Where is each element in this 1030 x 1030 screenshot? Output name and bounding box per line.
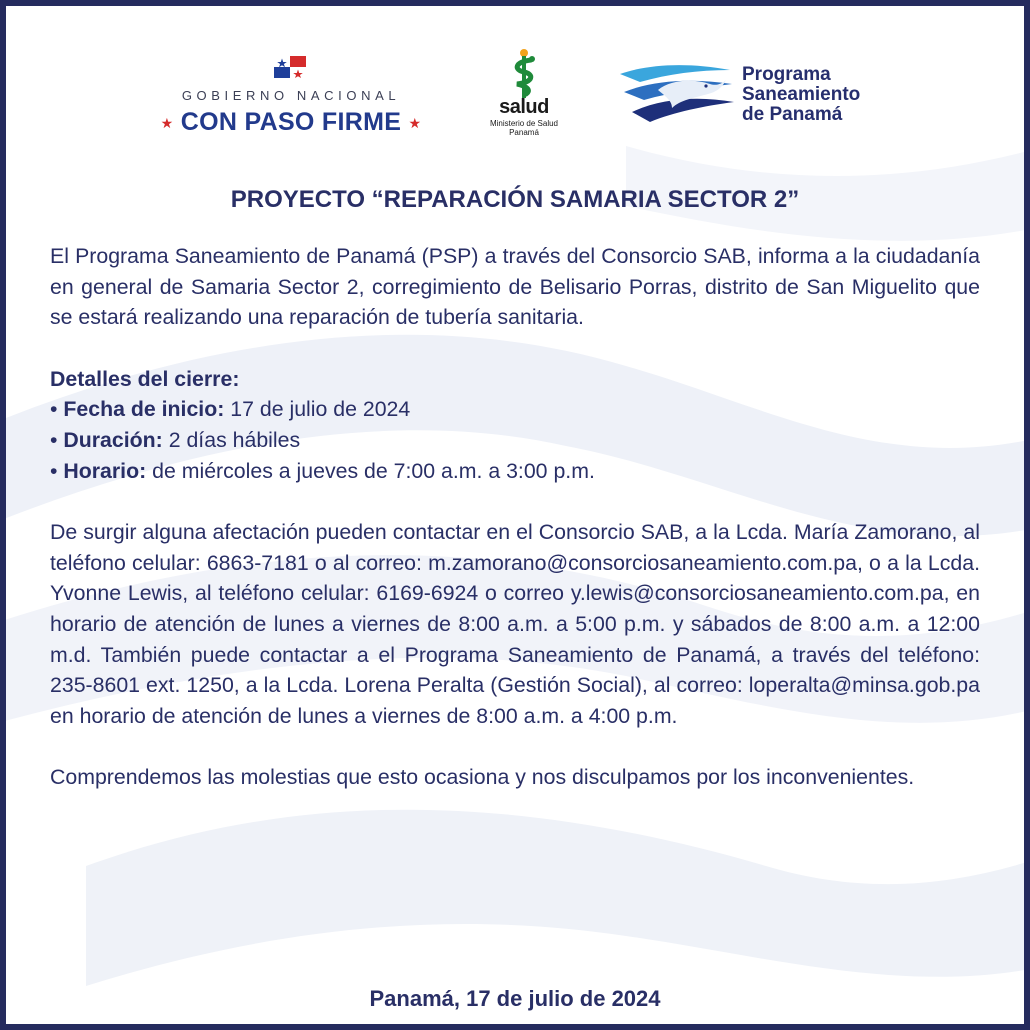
- place-date-footer: Panamá, 17 de julio de 2024: [369, 986, 661, 1011]
- header-logos: [6, 46, 1024, 146]
- serpent-staff-icon: [504, 48, 544, 100]
- details-item-value: 17 de julio de 2024: [224, 397, 411, 422]
- details-item-duration: • Duración: 2 días hábiles: [50, 427, 301, 452]
- details-item-label: Horario:: [63, 458, 147, 483]
- salud-subtitle: [476, 119, 572, 137]
- panama-flag-icon: [274, 56, 306, 78]
- details-heading: [50, 364, 980, 395]
- programa-saneamiento-wordmark: [742, 65, 912, 125]
- salud-subtitle-line1: Ministerio de Salud: [489, 119, 559, 128]
- minsa-salud-logo: [476, 46, 576, 146]
- programa-saneamiento-logo: [618, 56, 908, 136]
- psp-line3: de Panamá: [742, 104, 843, 125]
- closing-paragraph: Comprendemos las molestias que esto ocasiona y nos disculpamos por los inconvenientes.: [50, 765, 915, 790]
- salud-subtitle-line2: Panamá: [509, 128, 539, 137]
- intro-paragraph: El Programa Saneamiento de Panamá (PSP) a través del Consorcio SAB, informa a la ciudadanía en general de Samaria Sector 2, corregimiento de Belisario Porras, distrito de San Miguelito que se estará realizando una reparación de tubería sanitaria.: [50, 244, 980, 330]
- details-item-start-date: • Fecha de inicio: 17 de julio de 2024: [50, 397, 411, 422]
- spacer: [50, 333, 980, 364]
- dolphin-wave-icon: [618, 62, 736, 124]
- details-item-label: Duración:: [63, 427, 163, 452]
- project-title: PROYECTO “REPARACIÓN SAMARIA SECTOR 2”: [230, 186, 800, 213]
- gobierno-nacional-text: GOBIERNO NACIONAL: [181, 88, 401, 103]
- details-item-schedule: • Horario: de miércoles a jueves de 7:00 a.m. a 3:00 p.m.: [50, 458, 595, 483]
- details-item-value: de miércoles a jueves de 7:00 a.m. a 3:00 p.m.: [146, 458, 595, 483]
- spacer: [50, 731, 980, 762]
- star-icon: ★: [408, 114, 422, 131]
- spacer: [50, 486, 980, 517]
- contact-paragraph: De surgir alguna afectación pueden contactar en el Consorcio SAB, a la Lcda. María Zamorano, al teléfono celular: 6863-7181 o al correo: m.zamorano@consorciosaneamiento.com.pa, o a la Lcda. Yvonne Lewis, al teléfono celular: 6169-6924 o correo y.lewis@consorciosaneamiento.com.pa, en horario de atención de lunes a viernes de 8:00 a.m. a 5:00 p.m. y sábados de 8:00 a.m. a 12:00 m.d. También puede contactar a el Programa Saneamiento de Panamá, a través del teléfono: 235-8601 ext. 1250, a la Lcda. Lorena Peralta (Gestión Social), al correo: loperalta@minsa.gob.pa en horario de atención de lunes a viernes de 8:00 a.m. a 4:00 p.m.: [50, 520, 980, 728]
- psp-line1: Programa: [742, 64, 831, 85]
- gobierno-nacional-logo: [146, 54, 446, 144]
- star-icon: ★: [160, 114, 174, 131]
- con-paso-firme-text: [146, 108, 436, 137]
- psp-line2: Saneamiento: [742, 84, 861, 105]
- details-item-value: 2 días hábiles: [162, 427, 301, 452]
- con-paso-firme-label: CON PASO FIRME: [180, 108, 402, 136]
- salud-wordmark: salud: [499, 96, 549, 118]
- details-item-label: Fecha de inicio:: [63, 397, 225, 422]
- details-heading-text: Detalles del cierre:: [50, 366, 240, 391]
- announcement-body: [50, 241, 980, 793]
